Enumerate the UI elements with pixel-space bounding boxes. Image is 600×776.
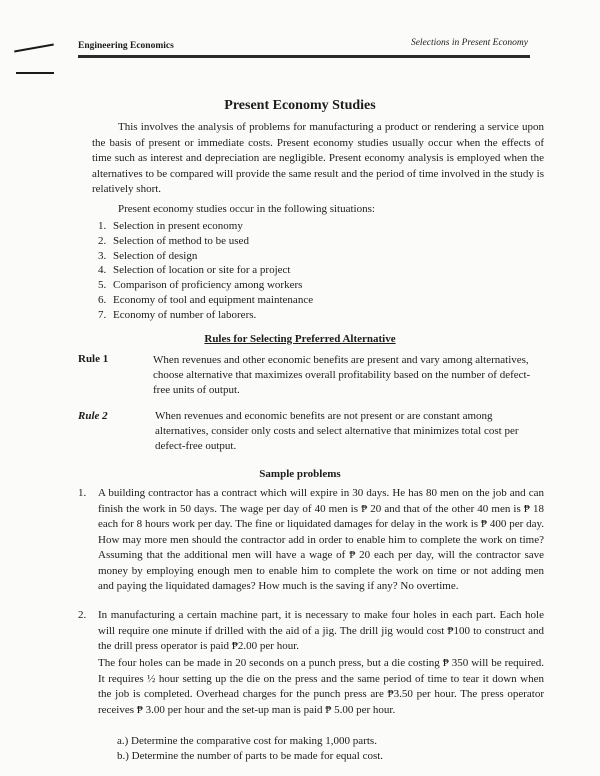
list-item: 3. Selection of design	[98, 249, 198, 262]
rule-2-label: Rule 2	[78, 410, 108, 422]
pen-mark	[16, 72, 54, 74]
intro-text: This involves the analysis of problems for manufacturing a product or rendering a service upon the basis of present or immediate costs. Present economy studies usually occur when the effects of time such as interest and depreciation are negligible. Present economy analysis is employed when the alternatives to be compared will provide the same result and the period of time involved in the study is relatively short.	[92, 121, 544, 196]
problem-2	[78, 608, 544, 655]
list-item: 6. Economy of tool and equipment maintenance	[98, 293, 314, 306]
subquestion-a: a.) Determine the comparative cost for making 1,000 parts.	[117, 735, 377, 747]
rule-1-label: Rule 1	[78, 353, 109, 365]
problem-number: 1.	[78, 487, 87, 499]
situations-lead: Present economy studies occur in the following situations:	[118, 203, 375, 215]
list-item: 5. Comparison of proficiency among workers	[98, 279, 303, 292]
problem-text: In manufacturing a certain machine part, it is necessary to make four holes in each part. Each hole will require one minute if drilled with the aid of a jig. The drill jig would cost ₱100 to construct and the drill press operator is paid ₱2.00 per hour.	[98, 609, 544, 652]
sample-problems-heading: Sample problems	[259, 468, 341, 480]
situations-list	[98, 219, 313, 323]
rules-heading: Rules for Selecting Preferred Alternative	[204, 333, 396, 345]
list-item: 4. Selection of location or site for a project	[98, 264, 291, 277]
problem-number: 2.	[78, 609, 87, 621]
header-rule	[78, 55, 530, 58]
pen-mark	[14, 44, 54, 53]
header-course: Engineering Economics	[78, 41, 174, 51]
problem-text: A building contractor has a contract which will expire in 30 days. He has 80 men on the job and can finish the work in 50 days. The wage per day of 40 men is ₱ 20 and that of the other 40 men is ₱ 18 each for 8 hours work per day. The fine or liquidated damages for delay in the work is ₱ 400 per day. How may more men should the contractor add in order to enable him to complete the work on time? Assuming that the additional men will have a wage of ₱ 20 each per day, will the contractor save money by employing enough men to enable him to complete the work on time or not adding men and paying the liquidated damages? How much is the saving if any? No overtime.	[98, 487, 544, 592]
problem-1	[78, 486, 544, 595]
rule-1-text: When revenues and other economic benefits are present and vary among alternatives, choose alternative that maximizes overall profitability based on the number of defect-free units of output.	[153, 354, 531, 396]
header-section: Selections in Present Economy	[410, 38, 528, 48]
problem-2-continued: The four holes can be made in 20 seconds on a punch press, but a die costing ₱ 350 will be required. It requires ½ hour setting up the die on the press and the same period of time to tear it down when the job is completed. Overhead charges for the punch press are ₱3.50 per hour. The press operator receives ₱ 3.00 per hour and the set-up man is paid ₱ 5.00 per hour.	[98, 657, 544, 716]
list-item: 1. Selection in present economy	[98, 220, 243, 232]
intro-paragraph	[92, 120, 544, 198]
page-title: Present Economy Studies	[224, 98, 376, 113]
subquestion-b: b.) Determine the number of parts to be made for equal cost.	[117, 750, 384, 762]
list-item: 7. Economy of number of laborers.	[98, 308, 257, 321]
list-item: 2. Selection of method to be used	[98, 234, 249, 247]
rule-2-text: When revenues and economic benefits are not present or are constant among alternatives, consider only costs and select alternative that minimizes total cost per defect-free output.	[155, 410, 519, 452]
